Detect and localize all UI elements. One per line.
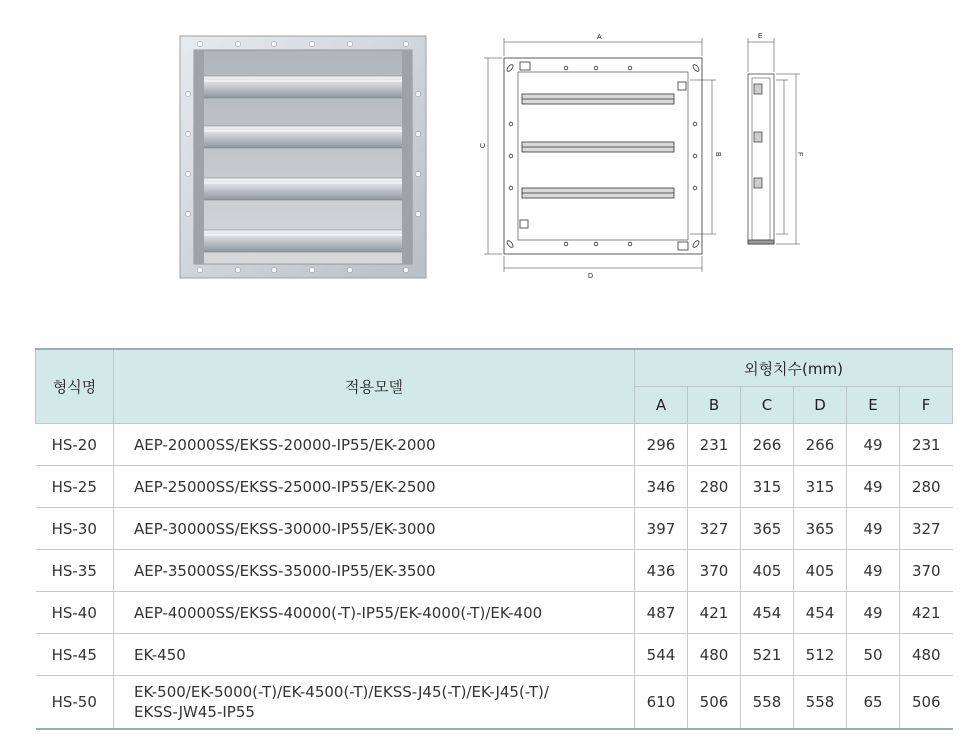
cell-b: 280 [688,466,741,508]
side-view-drawing [736,28,806,286]
cell-c: 521 [741,634,794,676]
cell-c: 365 [741,508,794,550]
cell-f: 421 [900,592,953,634]
cell-a: 436 [635,550,688,592]
dim-label-b: B [714,152,721,157]
header-col-b: B [688,387,741,424]
cell-b: 231 [688,424,741,466]
header-col-d: D [794,387,847,424]
cell-f: 327 [900,508,953,550]
cell-model: AEP-20000SS/EKSS-20000-IP55/EK-2000 [114,424,635,466]
cell-type: HS-20 [36,424,114,466]
cell-b: 421 [688,592,741,634]
cell-model: AEP-35000SS/EKSS-35000-IP55/EK-3500 [114,550,635,592]
cell-a: 296 [635,424,688,466]
header-dimensions: 외형치수(mm) [635,349,953,387]
cell-a: 397 [635,508,688,550]
cell-b: 370 [688,550,741,592]
cell-model [114,676,635,730]
cell-c: 405 [741,550,794,592]
cell-type: HS-35 [36,550,114,592]
cell-f: 280 [900,466,953,508]
table-row [36,466,953,508]
header-col-c: C [741,387,794,424]
cell-c: 315 [741,466,794,508]
cell-type: HS-30 [36,508,114,550]
dim-label-e: E [758,33,763,40]
cell-d: 405 [794,550,847,592]
cell-a: 346 [635,466,688,508]
cell-d: 512 [794,634,847,676]
cell-c: 454 [741,592,794,634]
cell-e: 49 [847,550,900,592]
cell-f: 370 [900,550,953,592]
cell-f: 506 [900,676,953,730]
header-type: 형식명 [36,349,114,424]
table-row [36,592,953,634]
table-row [36,634,953,676]
front-view-drawing [478,28,728,286]
cell-d: 266 [794,424,847,466]
cell-d: 454 [794,592,847,634]
cell-d: 315 [794,466,847,508]
table-row [36,676,953,730]
cell-model: AEP-25000SS/EKSS-25000-IP55/EK-2500 [114,466,635,508]
cell-e: 49 [847,508,900,550]
dim-label-d: D [588,273,594,280]
cell-b: 506 [688,676,741,730]
cell-f: 231 [900,424,953,466]
cell-a: 487 [635,592,688,634]
table-row [36,508,953,550]
table-row [36,424,953,466]
cell-type: HS-25 [36,466,114,508]
cell-type: HS-45 [36,634,114,676]
shutter-product-photo [178,34,428,280]
header-col-f: F [900,387,953,424]
cell-type: HS-50 [36,676,114,730]
cell-c: 266 [741,424,794,466]
cell-d: 558 [794,676,847,730]
dim-label-f: F [796,152,803,157]
cell-b: 327 [688,508,741,550]
cell-c: 558 [741,676,794,730]
cell-model: EK-450 [114,634,635,676]
cell-d: 365 [794,508,847,550]
dim-label-c: C [480,142,487,148]
cell-e: 65 [847,676,900,730]
cell-e: 49 [847,466,900,508]
cell-model: AEP-40000SS/EKSS-40000(-T)-IP55/EK-4000(-T)/EK-400 [114,592,635,634]
cell-e: 49 [847,592,900,634]
cell-b: 480 [688,634,741,676]
dim-label-a: A [597,34,602,41]
header-col-e: E [847,387,900,424]
cell-e: 49 [847,424,900,466]
cell-a: 544 [635,634,688,676]
cell-model-line-2: EKSS-JW45-IP55 [134,703,255,721]
cell-model: AEP-30000SS/EKSS-30000-IP55/EK-3000 [114,508,635,550]
cell-a: 610 [635,676,688,730]
cell-f: 480 [900,634,953,676]
cell-e: 50 [847,634,900,676]
cell-type: HS-40 [36,592,114,634]
table-row [36,550,953,592]
header-model: 적용모델 [114,349,635,424]
cell-model-line-1: EK-500/EK-5000(-T)/EK-4500(-T)/EKSS-J45(-T)/EK-J45(-T)/ [134,683,549,701]
spec-table [35,348,953,730]
header-col-a: A [635,387,688,424]
